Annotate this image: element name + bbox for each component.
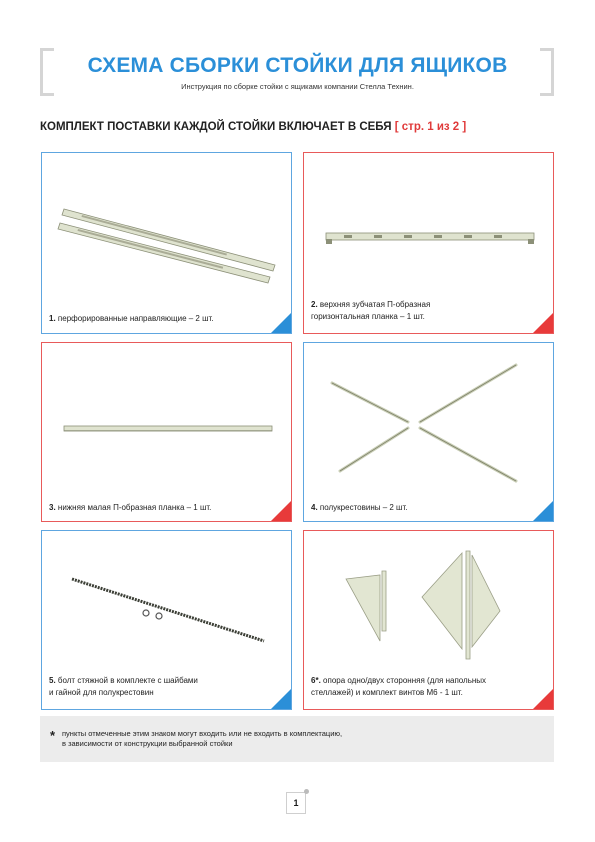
item-text: болт стяжной в комплекте с шайбами <box>57 676 198 685</box>
item-text-line2: горизонтальная планка – 1 шт. <box>311 312 425 321</box>
item-number: 2. <box>311 300 318 309</box>
item-number: 5. <box>49 676 56 685</box>
page-number <box>286 792 306 814</box>
item-caption-5 <box>49 675 198 699</box>
item-text: опора одно/двух сторонняя (для напольных <box>323 676 487 685</box>
item-card-1 <box>41 152 292 334</box>
bottom-bar-image <box>42 343 292 493</box>
item-caption-1 <box>49 313 214 325</box>
item-text-line2: стеллажей) и комплект винтов М6 - 1 шт. <box>311 688 463 697</box>
footnote-box <box>40 716 554 762</box>
corner-accent <box>271 313 291 333</box>
item-card-6 <box>303 530 554 710</box>
item-text: перфорированные направляющие – 2 шт. <box>57 314 214 323</box>
item-number: 4. <box>311 503 318 512</box>
item-caption-4 <box>311 502 407 514</box>
asterisk-icon: * <box>50 728 56 743</box>
page-dot-decoration <box>304 789 309 794</box>
item-number: 3. <box>49 503 56 512</box>
footnote-text <box>62 729 342 749</box>
page-title: СХЕМА СБОРКИ СТОЙКИ ДЛЯ ЯЩИКОВ <box>87 54 508 77</box>
item-caption-2 <box>311 299 430 323</box>
item-caption-3 <box>49 502 211 514</box>
floor-supports-image <box>304 531 554 681</box>
corner-accent <box>533 313 553 333</box>
footnote-line-2: в зависимости от конструкции выбранной стойки <box>62 739 233 748</box>
page-subtitle: Инструкция по сборке стойки с ящиками компании Стелла Технин. <box>181 82 414 91</box>
item-card-4 <box>303 342 554 522</box>
page-number-text: 1 <box>293 798 299 808</box>
section-heading <box>40 121 466 133</box>
page-reference: [ стр. 1 из 2 ] <box>394 121 467 133</box>
half-cross-braces-image <box>304 343 554 493</box>
corner-accent <box>271 689 291 709</box>
item-text: полукрестовины – 2 шт. <box>319 503 408 512</box>
corner-accent <box>533 501 553 521</box>
tie-bolt-image <box>42 531 292 681</box>
item-card-2 <box>303 152 554 334</box>
item-number: 6*. <box>311 676 321 685</box>
item-caption-6 <box>311 675 486 699</box>
item-text: верхняя зубчатая П-образная <box>319 300 431 309</box>
top-toothed-bar-image <box>304 153 554 303</box>
perforated-rails-image <box>42 153 292 313</box>
item-text-line2: и гайной для полукрестовин <box>49 688 154 697</box>
corner-accent <box>271 501 291 521</box>
item-card-5 <box>41 530 292 710</box>
section-heading-text: КОМПЛЕКТ ПОСТАВКИ КАЖДОЙ СТОЙКИ ВКЛЮЧАЕТ В СЕБЯ <box>40 121 392 133</box>
item-text: нижняя малая П-образная планка – 1 шт. <box>57 503 212 512</box>
footnote-line-1: пункты отмеченные этим знаком могут входить или не входить в комплектацию, <box>62 729 343 738</box>
corner-accent <box>533 689 553 709</box>
item-card-3 <box>41 342 292 522</box>
item-number: 1. <box>49 314 56 323</box>
